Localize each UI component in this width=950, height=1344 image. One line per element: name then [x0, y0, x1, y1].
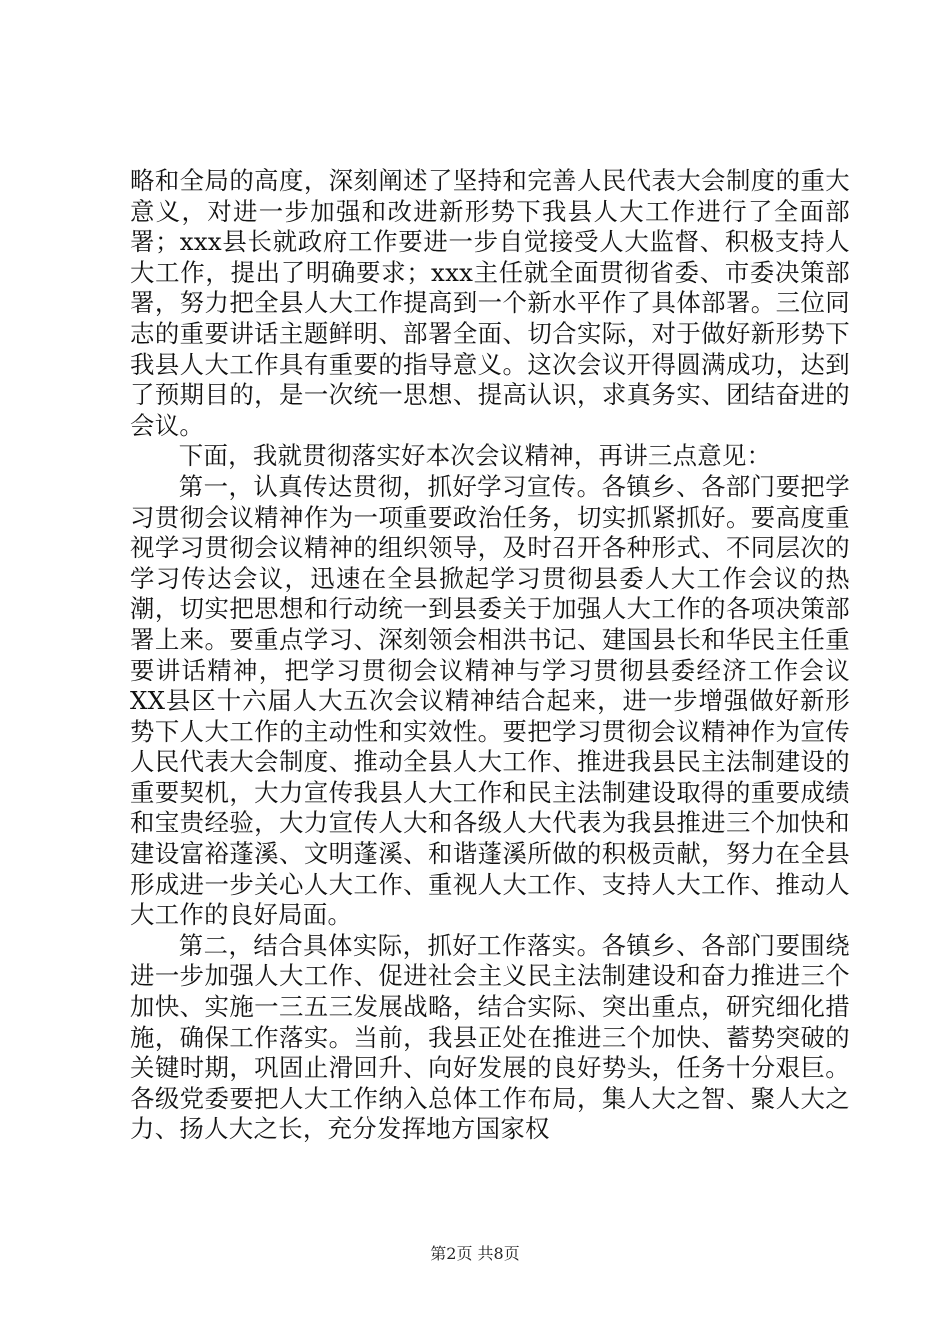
- document-body: [130, 166, 850, 1145]
- page-footer: [0, 1244, 950, 1264]
- paragraph-1: 略和全局的高度，深刻阐述了坚持和完善人民代表大会制度的重大意义，对进一步加强和改进新形势下我县人大工作进行了全面部署；xxx县长就政府工作要进一步自觉接受人大监督、积极支持人大工作，提出了明确要求；xxx主任就全面贯彻省委、市委决策部署，努力把全县人大工作提高到一个新水平作了具体部署。三位同志的重要讲话主题鲜明、部署全面、切合实际，对于做好新形势下我县人大工作具有重要的指导意义。这次会议开得圆满成功，达到了预期目的，是一次统一思想、提高认识，求真务实、团结奋进的会议。: [130, 166, 850, 440]
- paragraph-3: 第一，认真传达贯彻，抓好学习宣传。各镇乡、各部门要把学习贯彻会议精神作为一项重要政治任务，切实抓紧抓好。要高度重视学习贯彻会议精神的组织领导，及时召开各种形式、不同层次的学习传达会议，迅速在全县掀起学习贯彻县委人大工作会议的热潮，切实把思想和行动统一到县委关于加强人大工作的各项决策部署上来。要重点学习、深刻领会相洪书记、建国县长和华民主任重要讲话精神，把学习贯彻会议精神与学习贯彻县委经济工作会议XX县区十六届人大五次会议精神结合起来，进一步增强做好新形势下人大工作的主动性和实效性。要把学习贯彻会议精神作为宣传人民代表大会制度、推动全县人大工作、推进我县民主法制建设的重要契机，大力宣传我县人大工作和民主法制建设取得的重要成绩和宝贵经验，大力宣传人大和各级人大代表为我县推进三个加快和建设富裕蓬溪、文明蓬溪、和谐蓬溪所做的积极贡献，努力在全县形成进一步关心人大工作、重视人大工作、支持人大工作、推动人大工作的良好局面。: [130, 471, 850, 930]
- paragraph-4: 第二，结合具体实际，抓好工作落实。各镇乡、各部门要围绕进一步加强人大工作、促进社会主义民主法制建设和奋力推进三个加快、实施一三五三发展战略，结合实际、突出重点，研究细化措施，确保工作落实。当前，我县正处在推进三个加快、蓄势突破的关键时期，巩固止滑回升、向好发展的良好势头，任务十分艰巨。各级党委要把人大工作纳入总体工作布局，集人大之智、聚人大之力、扬人大之长，充分发挥地方国家权: [130, 930, 850, 1144]
- page-number-label: 第2页 共8页: [430, 1244, 520, 1263]
- paragraph-2: 下面，我就贯彻落实好本次会议精神，再讲三点意见：: [178, 441, 772, 471]
